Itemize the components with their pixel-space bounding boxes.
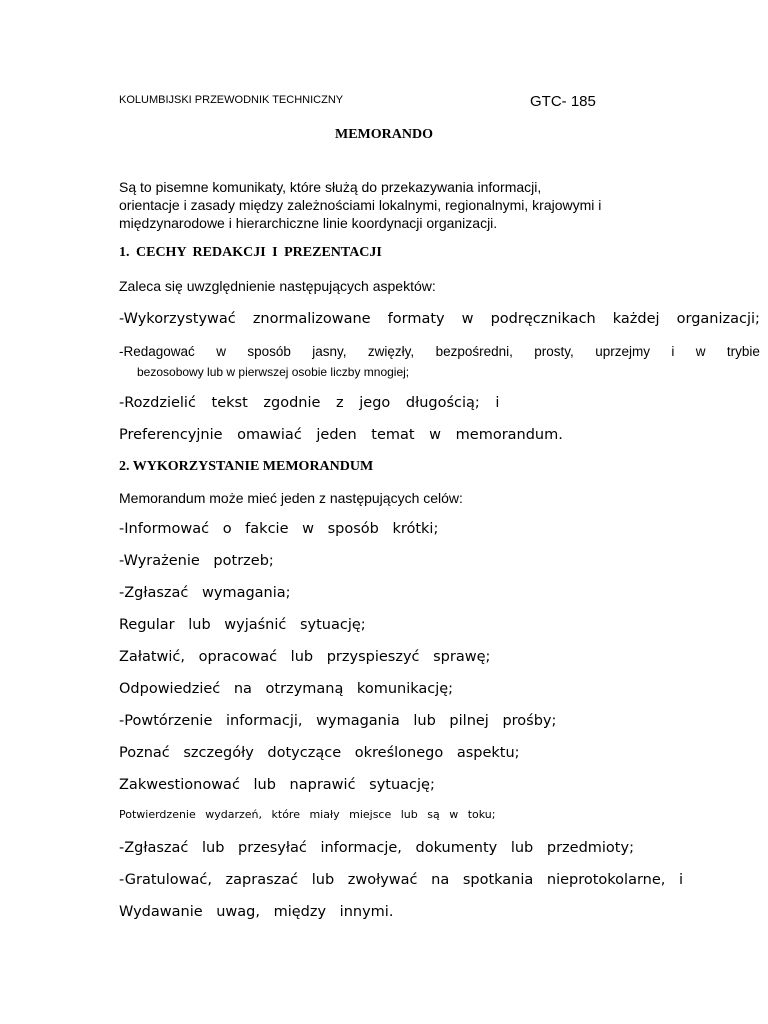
word: jasny,	[312, 344, 347, 359]
memo-use-item: Poznać szczegóły dotyczące określonego aspektu;	[119, 745, 520, 761]
word: formaty	[387, 311, 445, 327]
section-1-item-4: Preferencyjnie omawiać jeden temat w memorandum.	[119, 427, 563, 443]
section-2-intro: Memorandum może mieć jeden z następujących celów:	[119, 490, 463, 506]
section-2-heading: 2. WYKORZYSTANIE MEMORANDUM	[119, 459, 374, 474]
word: uprzejmy	[595, 344, 650, 359]
memo-use-item: -Powtórzenie informacji, wymagania lub pilnej prośby;	[119, 713, 557, 729]
document-title: MEMORANDO	[335, 127, 433, 142]
word: zwięzły,	[367, 344, 415, 359]
section-1-item-1	[119, 311, 760, 327]
section-1-heading: 1. CECHY REDAKCJI I PREZENTACJI	[119, 245, 382, 260]
word: organizacji;	[676, 311, 760, 327]
word: w	[695, 344, 706, 359]
word: sposób	[247, 344, 291, 359]
intro-line: międzynarodowe i hierarchiczne linie koordynacji organizacji.	[119, 215, 498, 231]
word: znormalizowane	[252, 311, 371, 327]
section-1-item-2	[119, 344, 760, 359]
intro-line: orientacje i zasady między zależnościami lokalnymi, regionalnymi, krajowymi i	[119, 197, 602, 213]
memo-use-item: -Wyrażenie potrzeb;	[119, 553, 274, 569]
header-document-code: GTC- 185	[530, 93, 596, 110]
memo-use-item: -Informować o fakcie w sposób krótki;	[119, 521, 439, 537]
word: bezpośredni,	[435, 344, 513, 359]
memo-use-item: -Zgłaszać wymagania;	[119, 585, 291, 601]
header-publication-name: KOLUMBIJSKI PRZEWODNIK TECHNICZNY	[119, 94, 344, 106]
word: w	[461, 311, 474, 327]
memo-use-item: Potwierdzenie wydarzeń, które miały miejsce lub są w toku;	[119, 808, 496, 821]
word: prosty,	[534, 344, 574, 359]
memo-use-item: Odpowiedzieć na otrzymaną komunikację;	[119, 681, 454, 697]
section-1-item-2-continuation: bezosobowy lub w pierwszej osobie liczby mnogiej;	[137, 365, 410, 379]
word: -Wykorzystywać	[119, 311, 236, 327]
memo-use-item: -Gratulować, zapraszać lub zwoływać na spotkania nieprotokolarne, i	[119, 872, 684, 888]
word: -Redagować	[119, 344, 195, 359]
memo-use-item: Załatwić, opracować lub przyspieszyć sprawę;	[119, 649, 491, 665]
word: podręcznikach	[490, 311, 596, 327]
memo-use-item: -Zgłaszać lub przesyłać informacje, dokumenty lub przedmioty;	[119, 840, 634, 856]
memo-use-item: Zakwestionować lub naprawić sytuację;	[119, 777, 435, 793]
section-1-item-3: -Rozdzielić tekst zgodnie z jego długością; i	[119, 395, 500, 411]
memo-use-item: Regular lub wyjaśnić sytuację;	[119, 617, 366, 633]
word: każdej	[612, 311, 660, 327]
intro-line: Są to pisemne komunikaty, które służą do przekazywania informacji,	[119, 179, 542, 195]
intro-paragraph	[119, 178, 601, 232]
section-1-intro: Zaleca się uwzględnienie następujących aspektów:	[119, 278, 436, 294]
word: w	[216, 344, 226, 359]
memo-use-item: Wydawanie uwag, między innymi.	[119, 904, 394, 920]
word: trybie	[726, 344, 760, 359]
word: i	[671, 344, 675, 359]
